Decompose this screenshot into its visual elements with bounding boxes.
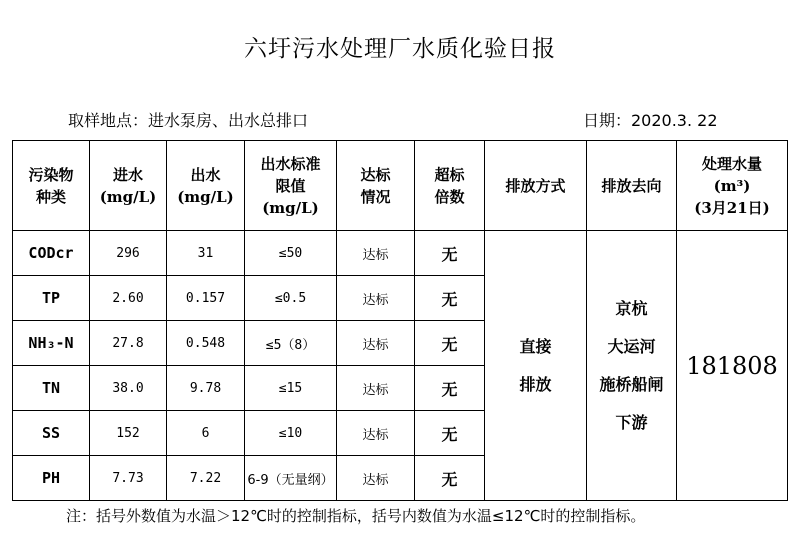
- footnote: 注：括号外数值为水温＞12℃时的控制指标，括号内数值为水温≤12℃时的控制指标。: [66, 507, 646, 525]
- inflow-value: 7.73: [90, 456, 167, 501]
- compliance-status: 达标: [337, 276, 415, 321]
- limit-value: ≤0.5: [245, 276, 337, 321]
- header-exceed: 超标 倍数: [415, 141, 485, 231]
- limit-value: 6-9（无量纲）: [245, 456, 337, 501]
- inflow-value: 27.8: [90, 321, 167, 366]
- pollutant-name: TP: [13, 276, 90, 321]
- header-compliance: 达标 情况: [337, 141, 415, 231]
- report-date: 日期：2020.3. 22: [583, 111, 718, 130]
- discharge-destination: 京杭 大运河 施桥船闸 下游: [587, 231, 677, 501]
- compliance-status: 达标: [337, 366, 415, 411]
- outflow-value: 0.157: [167, 276, 245, 321]
- report-title: 六圩污水处理厂水质化验日报: [244, 36, 556, 62]
- water-quality-table: [12, 140, 788, 501]
- outflow-value: 31: [167, 231, 245, 276]
- outflow-value: 7.22: [167, 456, 245, 501]
- discharge-method: 直接 排放: [485, 231, 587, 501]
- limit-value: ≤50: [245, 231, 337, 276]
- outflow-value: 0.548: [167, 321, 245, 366]
- compliance-status: 达标: [337, 411, 415, 456]
- pollutant-name: SS: [13, 411, 90, 456]
- inflow-value: 296: [90, 231, 167, 276]
- header-inflow: 进水 (mg/L): [90, 141, 167, 231]
- outflow-value: 9.78: [167, 366, 245, 411]
- header-limit: 出水标准 限值 (mg/L): [245, 141, 337, 231]
- header-pollutant: 污染物 种类: [13, 141, 90, 231]
- exceed-multiple: 无: [415, 276, 485, 321]
- pollutant-name: NH₃-N: [13, 321, 90, 366]
- treated-volume: 181808: [677, 231, 788, 501]
- outflow-value: 6: [167, 411, 245, 456]
- limit-value: ≤10: [245, 411, 337, 456]
- inflow-value: 38.0: [90, 366, 167, 411]
- table-row: [13, 231, 788, 276]
- header-discharge-method: 排放方式: [485, 141, 587, 231]
- compliance-status: 达标: [337, 231, 415, 276]
- limit-value: ≤5（8）: [245, 321, 337, 366]
- compliance-status: 达标: [337, 456, 415, 501]
- exceed-multiple: 无: [415, 456, 485, 501]
- header-outflow: 出水 (mg/L): [167, 141, 245, 231]
- header-row: [13, 141, 788, 231]
- header-discharge-destination: 排放去向: [587, 141, 677, 231]
- pollutant-name: TN: [13, 366, 90, 411]
- header-volume: 处理水量 (m³) (3月21日): [677, 141, 788, 231]
- exceed-multiple: 无: [415, 231, 485, 276]
- exceed-multiple: 无: [415, 321, 485, 366]
- sampling-location: 取样地点：进水泵房、出水总排口: [68, 111, 309, 130]
- inflow-value: 2.60: [90, 276, 167, 321]
- pollutant-name: CODcr: [13, 231, 90, 276]
- exceed-multiple: 无: [415, 411, 485, 456]
- exceed-multiple: 无: [415, 366, 485, 411]
- compliance-status: 达标: [337, 321, 415, 366]
- limit-value: ≤15: [245, 366, 337, 411]
- inflow-value: 152: [90, 411, 167, 456]
- pollutant-name: PH: [13, 456, 90, 501]
